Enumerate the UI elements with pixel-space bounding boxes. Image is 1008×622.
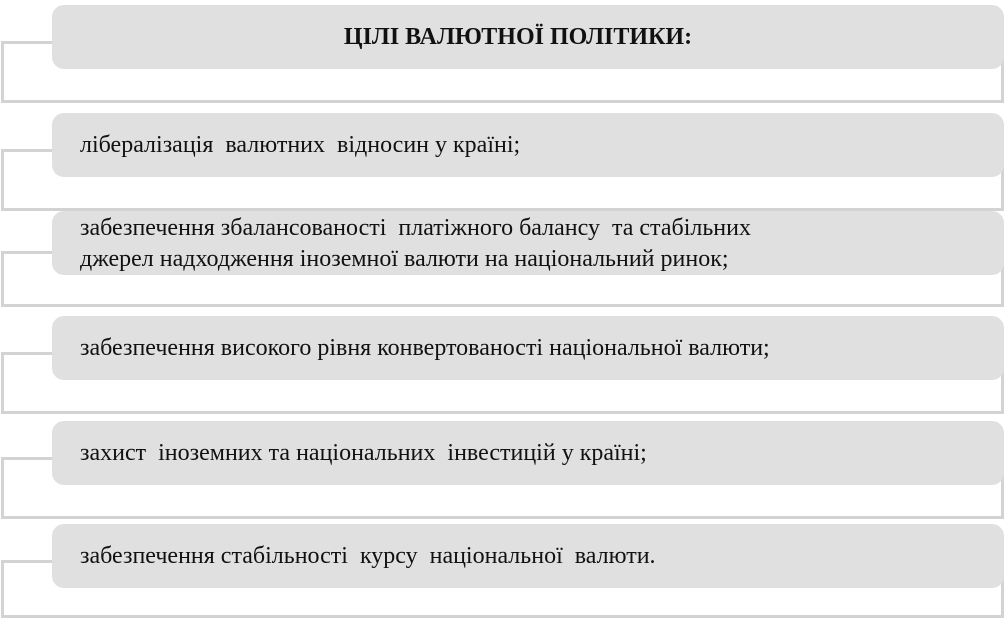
goal-item-box <box>52 421 1004 485</box>
connector-line <box>1 251 53 254</box>
connector-line <box>1 560 53 563</box>
goal-item-text <box>80 213 751 275</box>
goal-item-box <box>52 316 1004 380</box>
connector-line <box>1 149 53 152</box>
goal-item-text: лібералізація валютних відносин у країні; <box>80 131 521 158</box>
goal-item-box <box>52 113 1004 177</box>
goal-item-line: забезпечення збалансованості платіжного балансу та стабільних <box>80 215 751 241</box>
goal-item-text: забезпечення високого рівня конвертованості національної валюти; <box>80 334 770 361</box>
connector-line <box>1 41 53 44</box>
connector-line <box>1 457 53 460</box>
diagram-title-box <box>52 5 1004 69</box>
goal-item-box <box>52 524 1004 588</box>
goal-item-text: забезпечення стабільності курсу національної валюти. <box>80 542 656 569</box>
goal-item-line: джерел надходження іноземної валюти на національний ринок; <box>80 246 729 272</box>
diagram-title: ЦІЛІ ВАЛЮТНОЇ ПОЛІТИКИ: <box>343 23 693 50</box>
goal-item-text: захист іноземних та національних інвестицій у країні; <box>80 439 647 466</box>
connector-line <box>1 352 53 355</box>
goal-item-box <box>52 211 1004 275</box>
